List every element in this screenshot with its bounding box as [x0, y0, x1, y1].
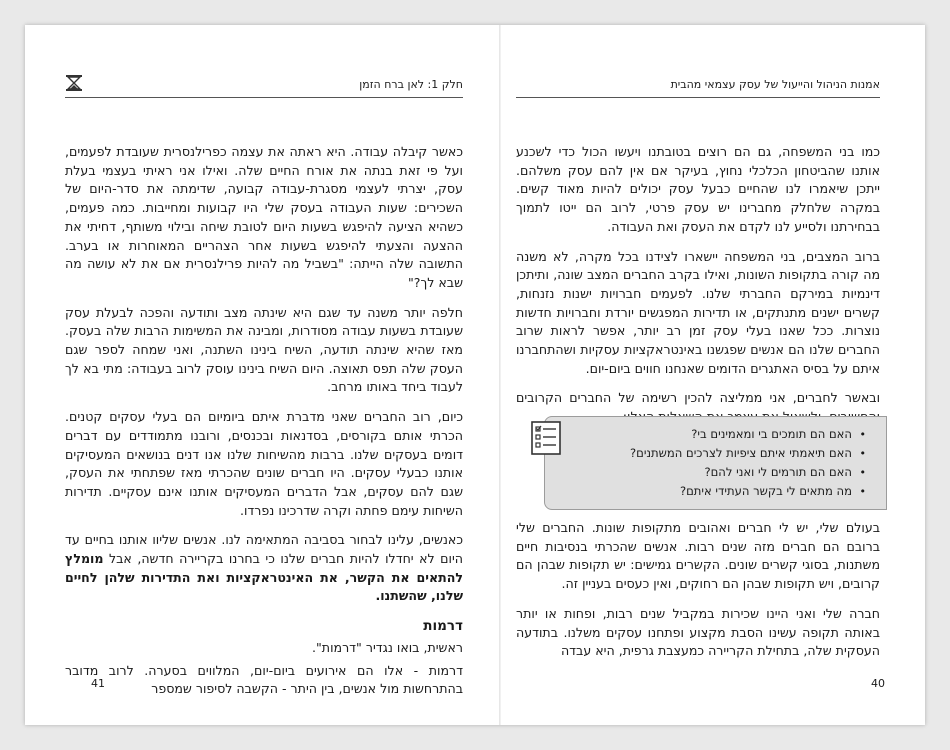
hourglass-icon	[65, 74, 83, 92]
paragraph: חלפה יותר משנה עד שגם היא שינתה מצב ותודעה והפכה לבעלת עסק שעובדת בשעות עבודה מסודרות, ומבינה את המשימות הרבות שלה בעסק. מאז שהיא שינתה תודעה, השיח בינינו השתנה, ואני שמחה לספר שגם העסק שלה תפס תאוצה. היום השיח בינינו עוסק לרוב בעבודה: מתי בא לך לעבוד ביחד באותו מרחב.	[65, 304, 463, 395]
paragraph: ברוב המצבים, בני המשפחה יישארו לצידנו בכל מקרה, לא משנה מה קורה בתקופות השונות, ואילו בקרב החברים המצב שונה, ותיתכן דינמיות במירקם החברתי שלנו. לפעמים חברויות ישנות נזנחות, קשרים ישנים מתנתקים, או תדירות המפגשים יורדת וחברויות חדשות נוצרות. ככל שאנו בעלי עסק זמן רב יותר, אפשר לראות שרוב החברים שלנו הם אנשים שפגשנו באינטראקציות עסקיות ושהתחברנו איתם על בסיס האתגרים הדומים שאנחנו חווים ביום-יום.	[516, 248, 880, 376]
questions-list	[555, 425, 866, 501]
paragraph-lead: כאנשים, עלינו לבחור בסביבה המתאימה לנו. אנשים שליוו אותנו בחיים עד היום לא יחדלו להיות חברים שלנו כי בחרנו בקריירה חדשה, אבל	[65, 532, 463, 567]
list-item: • האם תיאמתי איתם ציפיות לצרכים המשתנים?	[555, 444, 866, 463]
book-spread	[25, 25, 925, 725]
left-page	[25, 25, 499, 725]
section-heading-dramas: דרמות	[423, 618, 463, 635]
paragraph: חברה שלי ואני היינו שכירות במקביל שנים רבות, ופחות או יותר באותה תקופה עשינו הסבת מקצוע ופתחנו עסקים משלנו. בתודעה העסקית שלה, בתחילת הקריירה כמעצבת גרפית, היא עבדה	[516, 605, 880, 659]
paragraph: בעולם שלי, יש לי חברים ואהובים מתקופות שונות. החברים שלי ברובם הם חברים מזה שנים רבות. אנשים שהכרתי בנסיבות חיים משתנות, בסוגי קשרים שונים. הקשרים גמישים: יש תקופות שבהן הם קרובים, ויש תקופות שבהן הם רחוקים, ואין כעסים בעניין זה.	[516, 520, 880, 592]
questions-box	[544, 416, 887, 510]
paragraph: כאשר קיבלה עבודה. היא ראתה את עצמה כפרילנסרית שעובדת לפעמים, ועל פי זאת בנתה את אורח החיים שלה. ואילו אני ראיתי בעצמי בעלת עסק, יצרתי לעצמי מסגרת-עבודה קבועה, שדימתה את סדר-היום של השכירים: שעות העבודה בעסק שלי היו קבועות ומחייבות. כמה פעמים, כשהיא הציעה להיפגש בשעות היום לטובת שיחה ובילוי משותף, דחיתי את ההצעה והצעתי להיפגש בשעות אחר הצהריים המאוחרות או בערב. התשובה שלה הייתה: "בשביל מה להיות פרילנסרית אם את לא עושה מה שבא לך?"	[65, 144, 463, 290]
paragraph: כיום, רוב החברים שאני מדברת איתם ביומיום הם בעלי עסקים קטנים. הכרתי אותם בקורסים, בסדנאות ובכנסים, ורובנו מתמודדים עם דברים דומים בעסקים שלנו. ברבות מהשיחות שלנו אנו דנים בנושאים המעסיקים אותנו כבעלי עסקים. היו חברים שונים שהכרתי מאז שפתחתי את העסק, שגם להם עסקים, אבל הדברים המעסיקים אותנו אינם עסקיים. תדירות השיחות עימם פחתה וקרה שדרכינו נפרדו.	[65, 409, 463, 518]
header-rule-left	[65, 97, 463, 98]
page-number-right: 40	[871, 677, 885, 690]
paragraph: כמו בני המשפחה, גם הם רוצים בטובתנו ויעשו הכול כדי לשכנע אותנו שהביטחון הכלכלי נחוץ, בעיקר אם אין להם עסק משלהם. ייתכן שיאמרו לנו שהחיים כבעל עסק יכולים להיות מאוד קשים. במקרה שלחלק מחברינו יש עסק פרטי, לרוב הם ייטו לתמוך בבחירתנו ולסייע לנו לקדם את העסק ואת העבודה.	[516, 144, 880, 234]
list-item: • האם הם תומכים בי ומאמינים בי?	[555, 425, 866, 444]
left-body-text	[65, 143, 463, 699]
list-item: • האם הם תורמים לי ואני להם?	[555, 463, 866, 482]
right-body-text-bottom	[516, 519, 880, 661]
paragraph-emphasis	[65, 531, 463, 606]
right-page	[501, 25, 925, 725]
running-head-left: חלק 1: לאן ברח הזמן	[359, 78, 463, 91]
header-rule-right	[516, 97, 880, 98]
running-head-right: אמנות הניהול והייעול של עסק עצמאי מהבית	[670, 78, 880, 91]
paragraph: ובאשר לחברים, אני ממליצה להכין רשימה של החברים הקרובים	[516, 390, 880, 406]
section-intro: ראשית, בואו נגדיר "דרמות".	[312, 639, 463, 655]
section-body: דרמות - אלו הם אירועים ביום-יום, המלווים בסערה. לרוב מדובר בהתרחשות מול אנשים, בין היתר - הקשבה לסיפור שמספר	[65, 662, 463, 697]
list-item: • מה מתאים לי בקשר העתידי איתם?	[555, 482, 866, 501]
bold-recommendation: מומלץ להתאים את הקשר, את האינטראקציות ואת התדירות שלהן לחיים שלנו, שהשתנו.	[65, 551, 463, 604]
checklist-icon	[531, 421, 561, 455]
page-number-left: 41	[91, 677, 105, 690]
right-body-text-top	[516, 143, 880, 427]
